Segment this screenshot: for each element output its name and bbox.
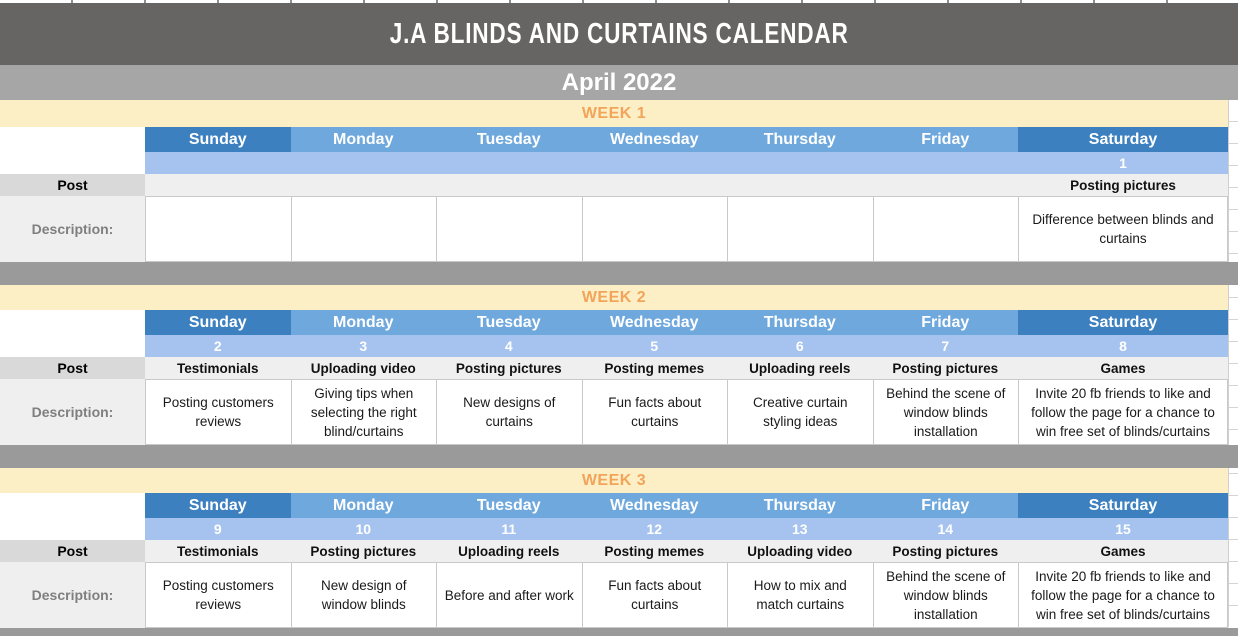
description-cell[interactable]: Posting customers reviews	[145, 379, 291, 445]
post-cell[interactable]: Posting pictures	[436, 357, 582, 379]
week-grid	[0, 493, 1228, 628]
date-cell[interactable]	[727, 152, 873, 174]
date-cell[interactable]: 2	[145, 335, 291, 357]
date-cell[interactable]	[436, 152, 582, 174]
post-row-label: Post	[0, 174, 145, 196]
post-row-label: Post	[0, 540, 145, 562]
description-cell[interactable]: How to mix and match curtains	[727, 562, 873, 628]
week-label: WEEK 3	[581, 471, 647, 489]
post-cell[interactable]: Testimonials	[145, 540, 291, 562]
week-section	[0, 285, 1238, 445]
day-header-cell[interactable]: Wednesday	[582, 493, 728, 518]
week-grid	[0, 127, 1228, 262]
date-cell[interactable]: 6	[727, 335, 873, 357]
date-cell[interactable]	[145, 152, 291, 174]
day-header-cell[interactable]: Friday	[873, 310, 1019, 335]
description-cell[interactable]: Invite 20 fb friends to like and follow the page for a chance to win free set of blinds/curtains	[1018, 379, 1228, 445]
date-cell[interactable]	[291, 152, 437, 174]
day-header-cell[interactable]: Saturday	[1018, 493, 1228, 518]
description-cell[interactable]: Posting customers reviews	[145, 562, 291, 628]
week-section	[0, 100, 1238, 262]
post-cell[interactable]	[727, 174, 873, 196]
day-header-cell[interactable]: Tuesday	[436, 310, 582, 335]
description-cell[interactable]: Invite 20 fb friends to like and follow the page for a chance to win free set of blinds/curtains	[1018, 562, 1228, 628]
post-cell[interactable]	[436, 174, 582, 196]
day-header-cell[interactable]: Thursday	[727, 127, 873, 152]
description-row-label: Description:	[0, 196, 145, 262]
description-cell[interactable]: Behind the scene of window blinds installation	[873, 562, 1019, 628]
post-cell[interactable]	[873, 174, 1019, 196]
post-row-label: Post	[0, 357, 145, 379]
description-cell[interactable]	[727, 196, 873, 262]
description-cell[interactable]	[291, 196, 437, 262]
post-cell[interactable]: Posting memes	[582, 540, 728, 562]
post-cell[interactable]: Uploading reels	[436, 540, 582, 562]
description-cell[interactable]	[873, 196, 1019, 262]
post-cell[interactable]: Games	[1018, 357, 1228, 379]
day-header-cell[interactable]: Thursday	[727, 493, 873, 518]
description-cell[interactable]	[436, 196, 582, 262]
week-grid	[0, 310, 1228, 445]
post-cell[interactable]: Posting memes	[582, 357, 728, 379]
date-cell[interactable]: 5	[582, 335, 728, 357]
description-row-label: Description:	[0, 562, 145, 628]
week-banner	[0, 285, 1228, 310]
day-header-cell[interactable]: Wednesday	[582, 310, 728, 335]
weeks-container	[0, 100, 1238, 628]
day-header-cell[interactable]: Tuesday	[436, 493, 582, 518]
calendar-title-bar	[0, 3, 1238, 65]
week-banner	[0, 468, 1228, 493]
date-cell[interactable]	[873, 152, 1019, 174]
description-cell[interactable]: Fun facts about curtains	[582, 562, 728, 628]
post-cell[interactable]: Posting pictures	[291, 540, 437, 562]
week-label: WEEK 2	[581, 288, 647, 306]
date-cell[interactable]: 12	[582, 518, 728, 540]
week-separator	[0, 445, 1238, 468]
date-cell[interactable]: 15	[1018, 518, 1228, 540]
page-title: J.A BLINDS AND CURTAINS CALENDAR	[389, 17, 849, 50]
day-header-cell[interactable]: Sunday	[145, 310, 291, 335]
corner-spacer	[0, 127, 145, 174]
day-header-cell[interactable]: Friday	[873, 493, 1019, 518]
date-cell[interactable]: 11	[436, 518, 582, 540]
post-cell[interactable]: Uploading video	[727, 540, 873, 562]
day-header-cell[interactable]: Monday	[291, 310, 437, 335]
week-section	[0, 468, 1238, 628]
post-cell[interactable]	[582, 174, 728, 196]
description-row-label: Description:	[0, 379, 145, 445]
day-header-cell[interactable]: Sunday	[145, 127, 291, 152]
post-cell[interactable]	[145, 174, 291, 196]
day-header-cell[interactable]: Friday	[873, 127, 1019, 152]
day-header-cell[interactable]: Saturday	[1018, 310, 1228, 335]
date-cell[interactable]: 8	[1018, 335, 1228, 357]
description-cell[interactable]: Difference between blinds and curtains	[1018, 196, 1228, 262]
day-header-cell[interactable]: Monday	[291, 127, 437, 152]
description-cell[interactable]: Fun facts about curtains	[582, 379, 728, 445]
description-cell[interactable]: Creative curtain styling ideas	[727, 379, 873, 445]
description-cell[interactable]: Giving tips when selecting the right blind/curtains	[291, 379, 437, 445]
post-cell[interactable]: Uploading video	[291, 357, 437, 379]
day-header-cell[interactable]: Saturday	[1018, 127, 1228, 152]
date-cell[interactable]: 9	[145, 518, 291, 540]
description-cell[interactable]	[145, 196, 291, 262]
post-cell[interactable]: Posting pictures	[873, 357, 1019, 379]
week-label: WEEK 1	[581, 104, 647, 122]
date-cell[interactable]	[582, 152, 728, 174]
corner-spacer	[0, 493, 145, 540]
month-label: April 2022	[561, 68, 677, 96]
description-cell[interactable]: Behind the scene of window blinds installation	[873, 379, 1019, 445]
description-cell[interactable]: New designs of curtains	[436, 379, 582, 445]
day-header-cell[interactable]: Sunday	[145, 493, 291, 518]
date-cell[interactable]: 14	[873, 518, 1019, 540]
post-cell[interactable]: Posting pictures	[873, 540, 1019, 562]
day-header-cell[interactable]: Tuesday	[436, 127, 582, 152]
description-cell[interactable]: Before and after work	[436, 562, 582, 628]
date-cell[interactable]: 1	[1018, 152, 1228, 174]
description-cell[interactable]: New design of window blinds	[291, 562, 437, 628]
date-cell[interactable]: 10	[291, 518, 437, 540]
post-cell[interactable]: Games	[1018, 540, 1228, 562]
day-header-cell[interactable]: Thursday	[727, 310, 873, 335]
post-cell[interactable]: Uploading reels	[727, 357, 873, 379]
week-separator	[0, 262, 1238, 285]
post-cell[interactable]: Posting pictures	[1018, 174, 1228, 196]
description-cell[interactable]	[582, 196, 728, 262]
day-header-cell[interactable]: Wednesday	[582, 127, 728, 152]
date-cell[interactable]: 3	[291, 335, 437, 357]
date-cell[interactable]: 7	[873, 335, 1019, 357]
sheet-right-gutter	[1228, 100, 1238, 627]
week-banner	[0, 100, 1228, 127]
date-cell[interactable]: 13	[727, 518, 873, 540]
day-header-cell[interactable]: Monday	[291, 493, 437, 518]
date-cell[interactable]: 4	[436, 335, 582, 357]
post-cell[interactable]: Testimonials	[145, 357, 291, 379]
post-cell[interactable]	[291, 174, 437, 196]
corner-spacer	[0, 310, 145, 357]
month-bar	[0, 65, 1238, 100]
